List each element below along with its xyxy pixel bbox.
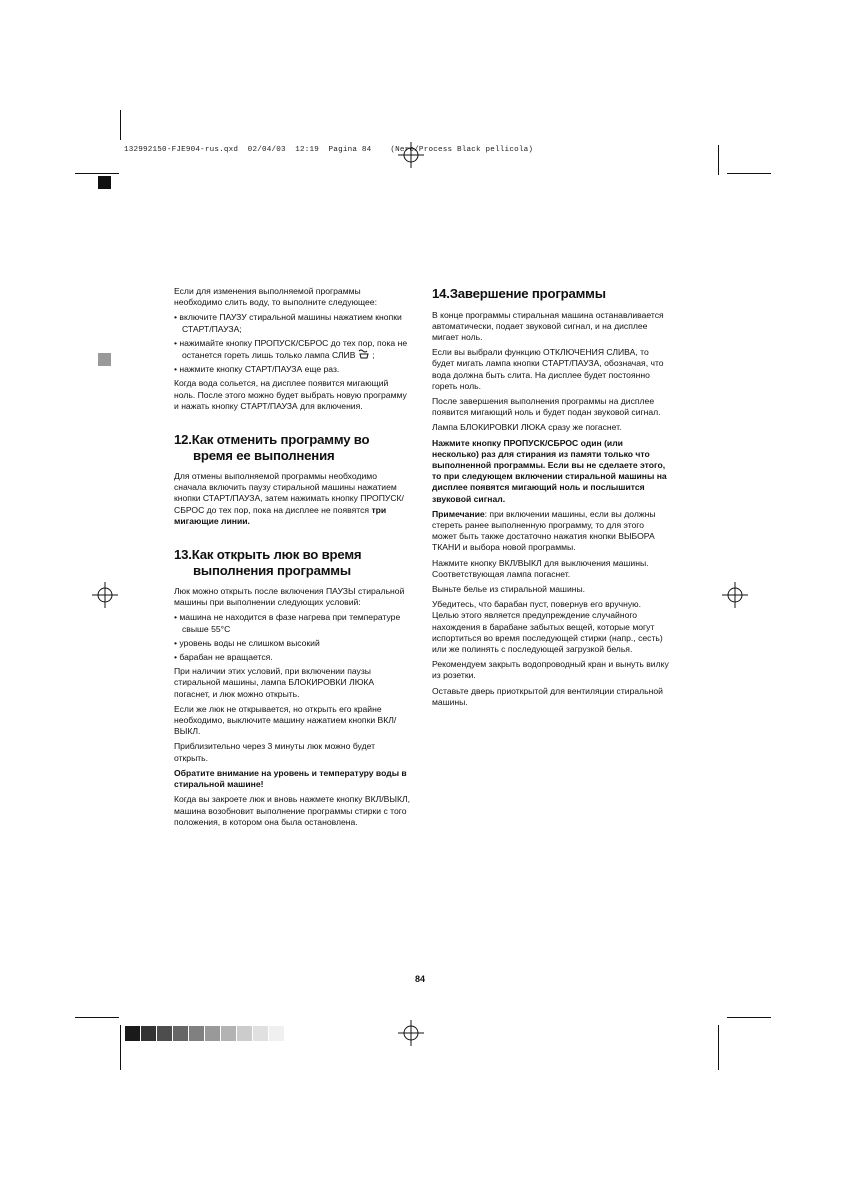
section-12-bold-text: три мигающие линии. [174, 504, 387, 526]
calibration-swatch [189, 1026, 204, 1041]
left-column [174, 286, 410, 832]
drain-symbol-icon [358, 349, 370, 359]
section-13-paragraph-1: При наличии этих условий, при включении паузы стиральной машины, лампа БЛОКИРОВКИ ЛЮКА погаснет, и люк можно открыть. [174, 666, 375, 699]
section-13-warning: Обратите внимание на уровень и температуру воды в стиральной машине! [174, 767, 407, 790]
calibration-swatch [173, 1026, 188, 1041]
registration-mark-right-icon [720, 580, 750, 610]
section-14-paragraph-6: Нажмите кнопку ВКЛ/ВЫКЛ для выключения машины. Соответствующая лампа погаснет. [432, 557, 649, 579]
crop-mark-bottom-left-v [120, 1025, 121, 1070]
drain-intro-paragraph: Если для изменения выполняемой программы необходимо слить воду, то выполните следующее: [174, 286, 377, 308]
section-14-note [432, 509, 670, 554]
section-12-paragraph [174, 471, 410, 527]
section-13-paragraph-3: Приблизительно через 3 минуты люк можно будет открыть. [174, 741, 376, 763]
black-corner-marker [98, 176, 111, 189]
section-12-heading [174, 432, 410, 463]
section-14-paragraph-9: Рекомендуем закрыть водопроводный кран и вынуть вилку из розетки. [432, 659, 669, 681]
crop-mark-top-left-h [75, 173, 119, 174]
section-14-paragraph-7: Выньте белье из стиральной машины. [432, 583, 586, 594]
crop-mark-bottom-right-h [727, 1017, 771, 1018]
section-13-heading-line-1: 13.Как открыть люк во время [174, 547, 362, 563]
section-13-bullet-1: • машина не находится в фазе нагрева при температуре свыше 55°C [174, 612, 401, 634]
note-label: Примечание [432, 508, 485, 519]
drain-bullet-2: • нажимайте кнопку ПРОПУСК/СБРОС до тех пор, пока не останется гореть лишь только лампа СЛИВ ; [174, 337, 408, 361]
section-14-paragraph-2: Если вы выбрали функцию ОТКЛЮЧЕНИЯ СЛИВА, то будет мигать лампа кнопки СТАРТ/ПАУЗА, обозначая, что вода должна быть слита. На дисплее будет постоянно гореть ноль. [432, 347, 664, 391]
section-13-heading [174, 547, 410, 578]
printer-slug-line: 132992150-FJE904-rus.qxd 02/04/03 12:19 Pagina 84 (Nero/Process Black pellicola) [124, 146, 534, 154]
section-14-paragraph-3: После завершения выполнения программы на дисплее появится мигающий ноль и будет подан звуковой сигнал. [432, 395, 661, 418]
calibration-swatch [141, 1026, 156, 1041]
crop-mark-top-right-v [718, 145, 719, 175]
calibration-swatch [269, 1026, 284, 1041]
drain-bullet-3: • нажмите кнопку СТАРТ/ПАУЗА еще раз. [174, 364, 340, 375]
calibration-swatch [253, 1026, 268, 1041]
registration-mark-left-icon [90, 580, 120, 610]
section-14-heading: 14.Завершение программы [432, 286, 606, 301]
right-column [432, 286, 670, 712]
calibration-swatch [157, 1026, 172, 1041]
section-12-text: Для отмены выполняемой программы необходимо сначала включить паузу стиральной машины нажатием кнопки СТАРТ/ПАУЗА, затем нажимать кнопку ПРОПУСК/СБРОС до тех пор, пока на дисплее не появятся [174, 471, 404, 515]
crop-mark-top-right-h [727, 173, 771, 174]
section-13-paragraph-4: Когда вы закроете люк и вновь нажмете кнопку ВКЛ/ВЫКЛ, машина возобновит выполнение программы стирки с того положения, в котором она была остановлена. [174, 794, 411, 827]
note-text: : при включении машины, если вы должны стереть ранее выполненную программу, то для этого может быть также достаточно нажатия кнопки ВЫБОРА ТКАНИ и выбора новой программы. [432, 508, 656, 553]
section-13-bullet-2: • уровень воды не слишком высокий [174, 637, 320, 648]
page-number: 84 [415, 974, 426, 984]
gray-side-marker [98, 353, 111, 366]
section-14-paragraph-10: Оставьте дверь приоткрытой для вентиляции стиральной машины. [432, 685, 663, 707]
section-13-intro: Люк можно открыть после включения ПАУЗЫ стиральной машины при выполнении следующих условий: [174, 586, 405, 608]
section-12-heading-line-1: 12.Как отменить программу во [174, 432, 370, 448]
section-14-paragraph-4: Лампа БЛОКИРОВКИ ЛЮКА сразу же погаснет. [432, 422, 622, 433]
section-13-paragraph-2: Если же люк не открывается, но открыть его крайне необходимо, выключите машину нажатием кнопки ВКЛ/ВЫКЛ. [174, 703, 397, 737]
crop-mark-bottom-right-v [718, 1025, 719, 1070]
registration-mark-top-icon [396, 140, 426, 170]
section-14-bold-paragraph: Нажмите кнопку ПРОПУСК/СБРОС один (или несколько) раз для стирания из памяти только что выполненной программы. Если вы не сделаете этого, то при следующем включении стиральной машины на дисплее появятся мигающий ноль и послышится звуковой сигнал. [432, 437, 667, 504]
crop-mark-bottom-left-h [75, 1017, 119, 1018]
drain-bullet-2-text: • нажимайте кнопку ПРОПУСК/СБРОС до тех пор, пока не останется гореть лишь только лампа СЛИВ [174, 337, 408, 361]
section-13-bullet-3: • барабан не вращается. [174, 652, 273, 663]
section-14-paragraph-1: В конце программы стиральная машина останавливается автоматически, подает звуковой сигнал, и на дисплее мигает ноль. [432, 309, 664, 342]
section-12-heading-line-2: время ее выполнения [193, 447, 335, 463]
calibration-swatch [237, 1026, 252, 1041]
calibration-swatch [125, 1026, 140, 1041]
calibration-swatch [205, 1026, 220, 1041]
calibration-swatch [221, 1026, 236, 1041]
drain-bullet-1: • включите ПАУЗУ стиральной машины нажатием кнопки СТАРТ/ПАУЗА; [174, 312, 402, 334]
registration-mark-bottom-icon [396, 1018, 426, 1048]
drain-after-paragraph: Когда вода сольется, на дисплее появится мигающий ноль. После этого можно будет выбрать новую программу и нажать кнопку СТАРТ/ПАУЗА для включения. [174, 378, 407, 411]
crop-mark-top-left-v [120, 110, 121, 140]
section-13-heading-line-2: выполнения программы [193, 562, 351, 578]
section-14-paragraph-8: Убедитесь, что барабан пуст, повернув его вручную. Целью этого является предупреждение случайного нахождения в барабане забытых вещей, которые могут испортиться во время последующей стирки (напр., сесть) или же полинять с последующей загрузкой белья. [432, 599, 663, 654]
